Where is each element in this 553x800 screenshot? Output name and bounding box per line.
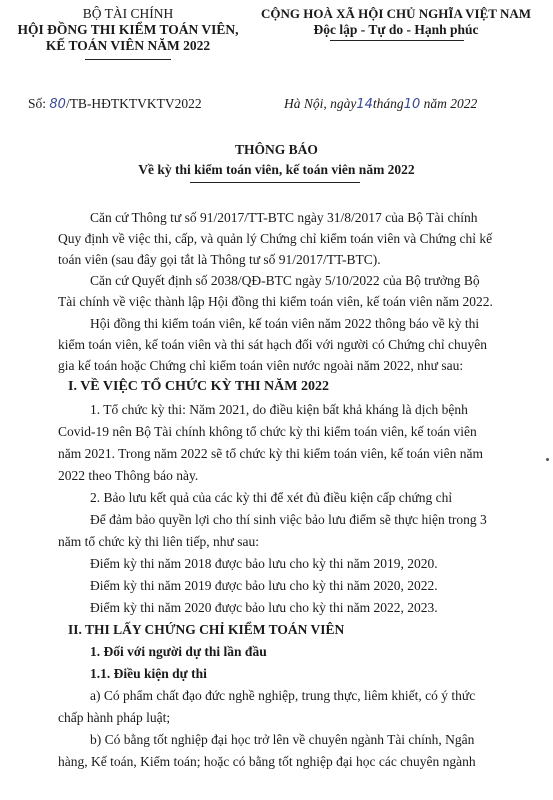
- council-name-line1: HỘI ĐỒNG THI KIỂM TOÁN VIÊN,: [17, 22, 239, 37]
- score-line: Điểm kỳ thi năm 2020 được bảo lưu cho kỳ thi năm 2022, 2023.: [90, 600, 438, 615]
- document-number-handwritten: 80: [49, 97, 66, 112]
- national-motto: Độc lập - Tự do - Hạnh phúc: [313, 22, 479, 37]
- paragraph-line: Hội đồng thi kiểm toán viên, kế toán viên năm 2022 thông báo về kỳ thi: [90, 316, 480, 331]
- paragraph-line: Căn cứ Thông tư số 91/2017/TT-BTC ngày 31/8/2017 của Bộ Tài chính: [90, 210, 478, 225]
- place-date-prefix: Hà Nội, ngày: [284, 96, 357, 111]
- document-number: [28, 96, 202, 113]
- header-left-divider: [85, 59, 171, 60]
- subsection-heading: 1. Đối với người dự thi lần đầu: [90, 644, 267, 659]
- council-name-line2: KẾ TOÁN VIÊN NĂM 2022: [45, 38, 211, 53]
- score-line: Điểm kỳ thi năm 2019 được bảo lưu cho kỳ thi năm 2020, 2022.: [90, 578, 438, 593]
- paragraph-line: 2022 theo Thông báo này.: [58, 468, 199, 483]
- paragraph-line: chấp hành pháp luật;: [58, 710, 171, 725]
- score-line: Điểm kỳ thi năm 2018 được bảo lưu cho kỳ thi năm 2019, 2020.: [90, 556, 438, 571]
- paragraph-line: a) Có phẩm chất đạo đức nghề nghiệp, trung thực, liêm khiết, có ý thức: [90, 688, 476, 703]
- paragraph-line: 1. Tổ chức kỳ thi: Năm 2021, do điều kiện bất khả kháng là dịch bệnh: [90, 402, 468, 417]
- year-label: năm 2022: [423, 96, 478, 111]
- country-name: CỘNG HOÀ XÃ HỘI CHỦ NGHĨA VIỆT NAM: [260, 6, 532, 21]
- title-divider: [190, 182, 360, 183]
- document-number-prefix: Số:: [28, 96, 47, 111]
- section-heading: I. VỀ VIỆC TỔ CHỨC KỲ THI NĂM 2022: [68, 379, 329, 394]
- date-month-handwritten: 10: [403, 97, 421, 112]
- header-right-divider: [330, 40, 464, 41]
- date-day-handwritten: 14: [356, 97, 373, 112]
- document-subtitle: Về kỳ thi kiểm toán viên, kế toán viên năm 2022: [138, 162, 415, 177]
- paragraph-line: kiểm toán viên, kế toán viên và thi sát hạch đối với người có Chứng chỉ chuyên: [58, 337, 487, 352]
- paragraph-line: năm tổ chức kỳ thi liên tiếp, như sau:: [58, 534, 259, 549]
- document-title: THÔNG BÁO: [235, 142, 318, 157]
- paragraph-line: hàng, Kế toán, Kiểm toán; hoặc có bằng tốt nghiệp đại học các chuyên ngành: [58, 754, 476, 769]
- month-label: tháng: [372, 96, 404, 111]
- paragraph-line: Covid-19 nên Bộ Tài chính không tổ chức kỳ thi kiểm toán viên, kế toán viên: [58, 424, 477, 439]
- paragraph-line: toán viên (sau đây gọi tắt là Thông tư số 91/2017/TT-BTC).: [58, 252, 381, 267]
- place-date: [284, 96, 477, 113]
- subsection-heading: 1.1. Điều kiện dự thi: [90, 666, 207, 681]
- paragraph-line: Căn cứ Quyết định số 2038/QĐ-BTC ngày 5/10/2022 của Bộ trưởng Bộ: [90, 273, 480, 288]
- document-number-suffix: /TB-HĐTKTVKTV2022: [65, 96, 202, 111]
- paragraph-line: Để đảm bảo quyền lợi cho thí sinh việc bảo lưu điểm sẽ thực hiện trong 3: [90, 512, 487, 527]
- paragraph-line: năm 2021. Trong năm 2022 sẽ tổ chức kỳ thi kiểm toán viên, kế toán viên năm: [58, 446, 484, 461]
- paragraph-line: Quy định về việc thi, cấp, và quản lý Chứng chỉ kiểm toán viên và Chứng chỉ kế: [58, 231, 493, 246]
- paragraph-line: 2. Bảo lưu kết quả của các kỳ thi để xét đủ điều kiện cấp chứng chỉ: [90, 490, 453, 505]
- ministry-name: BỘ TÀI CHÍNH: [82, 6, 174, 21]
- paragraph-line: Tài chính về việc thành lập Hội đồng thi kiểm toán viên, kế toán viên năm 2022.: [58, 294, 493, 309]
- section-heading: II. THI LẤY CHỨNG CHỈ KIỂM TOÁN VIÊN: [68, 622, 345, 637]
- scan-speck: [546, 458, 549, 461]
- paragraph-line: b) Có bằng tốt nghiệp đại học trở lên về chuyên ngành Tài chính, Ngân: [90, 732, 475, 747]
- paragraph-line: gia kế toán hoặc Chứng chỉ kiểm toán viên nước ngoài năm 2022, như sau:: [58, 358, 464, 373]
